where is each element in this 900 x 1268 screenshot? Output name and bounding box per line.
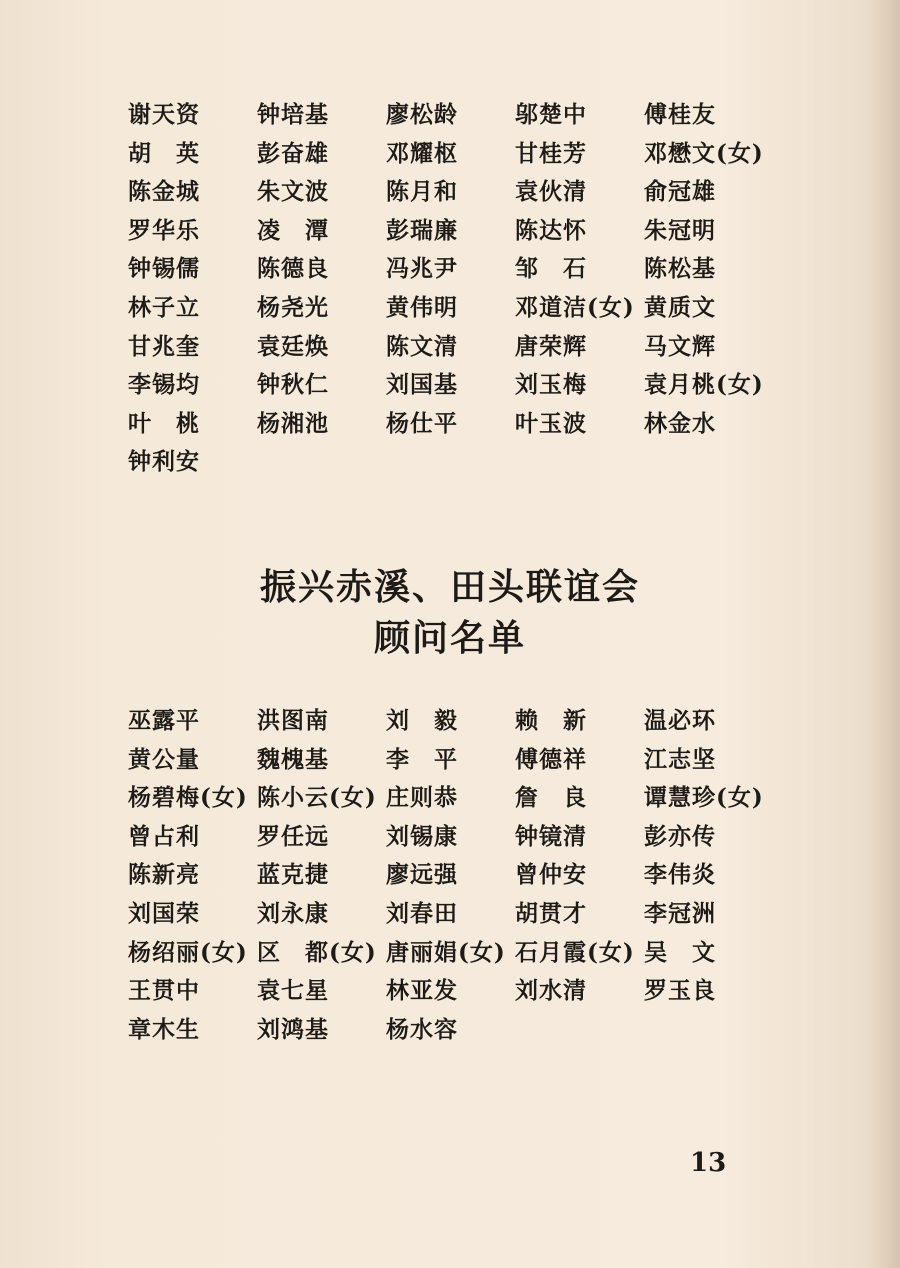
member-name: 杨仕平 — [386, 409, 458, 437]
advisor-name: 杨绍丽(女) — [128, 938, 248, 966]
advisor-name: 吴 文 — [644, 938, 716, 966]
member-name: 罗华乐 — [128, 216, 200, 244]
section-title-line-1: 振兴赤溪、田头联谊会 — [259, 566, 640, 608]
advisor-name-list — [128, 702, 808, 1049]
member-name: 袁廷焕 — [257, 332, 329, 360]
advisor-name: 黄公量 — [128, 745, 200, 773]
member-name: 凌 潭 — [257, 216, 329, 244]
member-name: 陈金城 — [128, 178, 200, 206]
member-name: 甘兆奎 — [128, 332, 200, 360]
advisor-name: 林亚发 — [386, 977, 458, 1005]
advisor-name: 洪图南 — [257, 707, 329, 734]
member-name: 叶 桃 — [128, 409, 200, 437]
advisor-name: 廖远强 — [386, 861, 458, 889]
member-name: 邓耀枢 — [386, 139, 458, 167]
member-name: 谢天资 — [128, 101, 200, 128]
advisor-name: 陈小云(女) — [257, 784, 377, 812]
member-name: 钟利安 — [128, 448, 200, 476]
member-name: 刘玉梅 — [515, 371, 587, 399]
advisor-name: 区 都(女) — [257, 938, 377, 966]
member-name: 袁月桃(女) — [644, 371, 764, 399]
member-name: 傅桂友 — [644, 101, 716, 128]
advisor-name: 彭亦传 — [644, 822, 716, 850]
member-name: 袁伙清 — [515, 178, 587, 206]
advisor-name: 刘永康 — [257, 899, 329, 927]
member-name: 刘国基 — [386, 371, 458, 399]
advisor-name: 胡贯才 — [515, 899, 587, 927]
member-name: 马文辉 — [644, 332, 716, 360]
advisor-name: 刘 毅 — [386, 707, 458, 734]
advisor-name: 傅德祥 — [515, 745, 587, 773]
member-name: 邓懋文(女) — [644, 139, 764, 167]
member-name: 黄质文 — [644, 293, 716, 321]
advisor-name: 曾仲安 — [515, 861, 587, 889]
member-name: 钟锡儒 — [128, 255, 200, 283]
advisor-name: 王贯中 — [128, 977, 200, 1005]
member-name: 邓道洁(女) — [515, 293, 635, 321]
advisor-name: 章木生 — [128, 1015, 200, 1043]
advisor-name: 蓝克捷 — [257, 861, 329, 889]
member-name: 杨尧光 — [257, 293, 329, 321]
member-name: 钟秋仁 — [257, 371, 329, 399]
member-name: 甘桂芳 — [515, 139, 587, 167]
member-name: 陈达怀 — [515, 216, 587, 244]
member-name: 杨湘池 — [257, 409, 329, 437]
member-name: 林金水 — [644, 409, 716, 437]
advisor-name: 刘水清 — [515, 977, 587, 1005]
member-name: 彭瑞廉 — [386, 216, 458, 244]
advisor-name: 温必环 — [644, 707, 716, 734]
member-name: 胡 英 — [128, 139, 200, 167]
advisor-name: 赖 新 — [515, 707, 587, 734]
advisor-name: 魏槐基 — [257, 745, 329, 773]
member-name: 林子立 — [128, 293, 200, 321]
advisor-name: 詹 良 — [515, 784, 587, 812]
advisor-name: 杨水容 — [386, 1015, 458, 1043]
advisor-name: 刘锡康 — [386, 822, 458, 850]
member-name: 陈月和 — [386, 178, 458, 206]
member-name: 陈文清 — [386, 332, 458, 360]
member-name: 俞冠雄 — [644, 178, 716, 206]
member-name: 彭奋雄 — [257, 139, 329, 167]
advisor-name: 袁七星 — [257, 977, 329, 1005]
member-name: 冯兆尹 — [386, 255, 458, 283]
member-name: 廖松龄 — [386, 101, 458, 128]
advisor-name: 钟镜清 — [515, 822, 587, 850]
advisor-name: 唐丽娟(女) — [386, 938, 506, 966]
advisor-name: 刘国荣 — [128, 899, 200, 927]
member-name: 陈德良 — [257, 255, 329, 283]
member-name: 李锡均 — [128, 371, 200, 399]
member-name: 朱冠明 — [644, 216, 716, 244]
advisor-name: 曾占利 — [128, 822, 200, 850]
member-name: 邬楚中 — [515, 101, 587, 128]
advisor-name: 杨碧梅(女) — [128, 784, 248, 812]
member-name: 陈松基 — [644, 255, 716, 283]
advisor-name: 李冠洲 — [644, 899, 716, 927]
advisor-name: 罗玉良 — [644, 977, 716, 1005]
advisor-name: 谭慧珍(女) — [644, 784, 764, 812]
advisor-name: 陈新亮 — [128, 861, 200, 889]
advisor-name: 庄则恭 — [386, 784, 458, 812]
advisor-name: 刘春田 — [386, 899, 458, 927]
member-name-list — [128, 96, 808, 482]
member-name: 唐荣辉 — [515, 332, 587, 360]
advisor-name: 巫露平 — [128, 707, 200, 734]
advisor-name: 石月霞(女) — [515, 938, 635, 966]
member-name: 黄伟明 — [386, 293, 458, 321]
section-title-line-2: 顾问名单 — [373, 617, 526, 659]
advisor-name: 李 平 — [386, 745, 458, 773]
page-number: 13 — [690, 1148, 727, 1178]
advisor-name: 刘鸿基 — [257, 1015, 329, 1043]
member-name: 邹 石 — [515, 255, 587, 283]
member-name: 朱文波 — [257, 178, 329, 206]
advisor-name: 罗任远 — [257, 822, 329, 850]
member-name: 钟培基 — [257, 101, 329, 128]
advisor-name: 江志坚 — [644, 745, 716, 773]
advisor-name: 李伟炎 — [644, 861, 716, 889]
member-name: 叶玉波 — [515, 409, 587, 437]
